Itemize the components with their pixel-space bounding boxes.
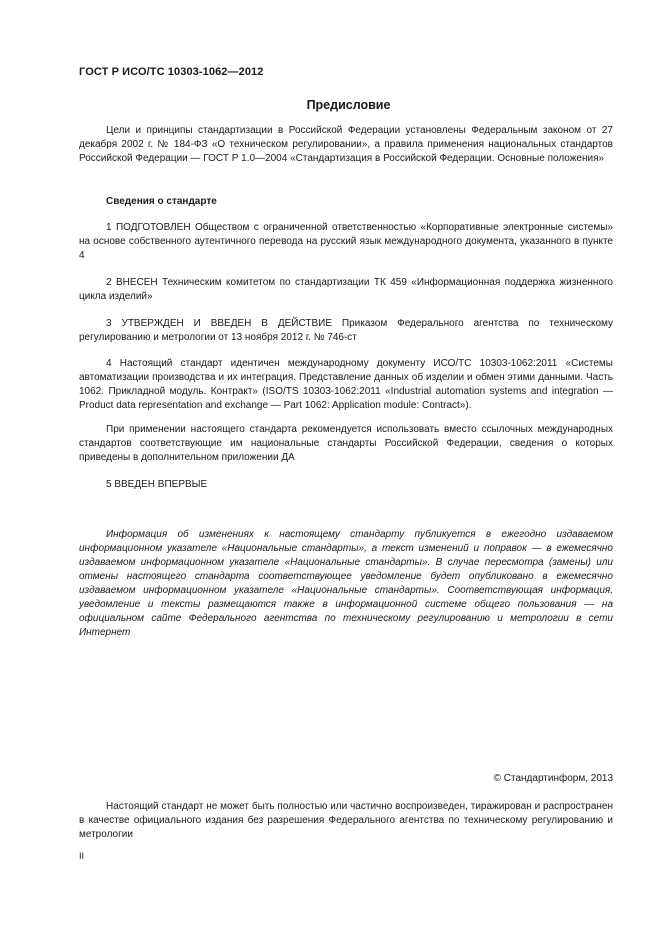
item-1: 1 ПОДГОТОВЛЕН Обществом с ограниченной ответственностью «Корпоративные электронные системы» на основе собственного аутентичного перевода на русский язык международного документа, указанного в пункте 4	[79, 222, 613, 261]
page-number: II	[79, 851, 85, 861]
info-heading: Сведения о стандарте	[106, 196, 217, 207]
item-4-note: При применении настоящего стандарта рекомендуется использовать вместо ссылочных международных стандартов соответствующие им национальные стандарты Российской Федерации, сведения о которых приведены в дополнительном приложении ДА	[79, 424, 613, 463]
item-5: 5 ВВЕДЕН ВПЕРВЫЕ	[106, 479, 208, 490]
copyright-line: © Стандартинформ, 2013	[493, 773, 613, 784]
page-title: Предисловие	[306, 98, 391, 112]
item-4: 4 Настоящий стандарт идентичен международному документу ИСО/ТС 10303-1062:2011 «Системы автоматизации производства и их интеграция. Представление данных об изделии и обмен этими данными. Часть 1062. Прикладной модуль. Контракт» (ISO/TS 10303-1062:2011 «Industrial automation systems and integration — Product data representation and exchange — Part 1062: Application module: Contract»).	[79, 358, 613, 411]
item-3: 3 УТВЕРЖДЕН И ВВЕДЕН В ДЕЙСТВИЕ Приказом Федерального агентства по техническому регулированию и метрологии от 13 ноября 2012 г. № 746-ст	[79, 318, 613, 343]
changes-info-paragraph: Информация об изменениях к настоящему стандарту публикуется в ежегодно издаваемом информационном указателе «Национальные стандарты», а текст изменений и поправок — в ежемесячно издаваемом информационном указателе «Национальные стандарты». В случае пересмотра (замены) или отмены настоящего стандарта соответствующее уведомление будет опубликовано в ежемесячно издаваемом информационном указателе «Национальные стандарты». Соответствующая информация, уведомление и тексты размещаются также в информационной системе общего пользования — на официальном сайте Федерального агентства по техническому регулированию и метрологии в сети Интернет	[79, 529, 613, 638]
footer-notice: Настоящий стандарт не может быть полностью или частично воспроизведен, тиражирован и распространен в качестве официального издания без разрешения Федерального агентства по техническому регулированию и метрологии	[79, 801, 613, 840]
document-id-header: ГОСТ Р ИСО/ТС 10303-1062—2012	[79, 66, 264, 78]
item-2: 2 ВНЕСЕН Техническим комитетом по стандартизации ТК 459 «Информационная поддержка жизненного цикла изделий»	[79, 277, 613, 302]
intro-paragraph: Цели и принципы стандартизации в Российской Федерации установлены Федеральным законом от 27 декабря 2002 г. № 184-ФЗ «О техническом регулировании», а правила применения национальных стандартов Российской Федерации — ГОСТ Р 1.0—2004 «Стандартизация в Российской Федерации. Основные положения»	[79, 125, 613, 164]
